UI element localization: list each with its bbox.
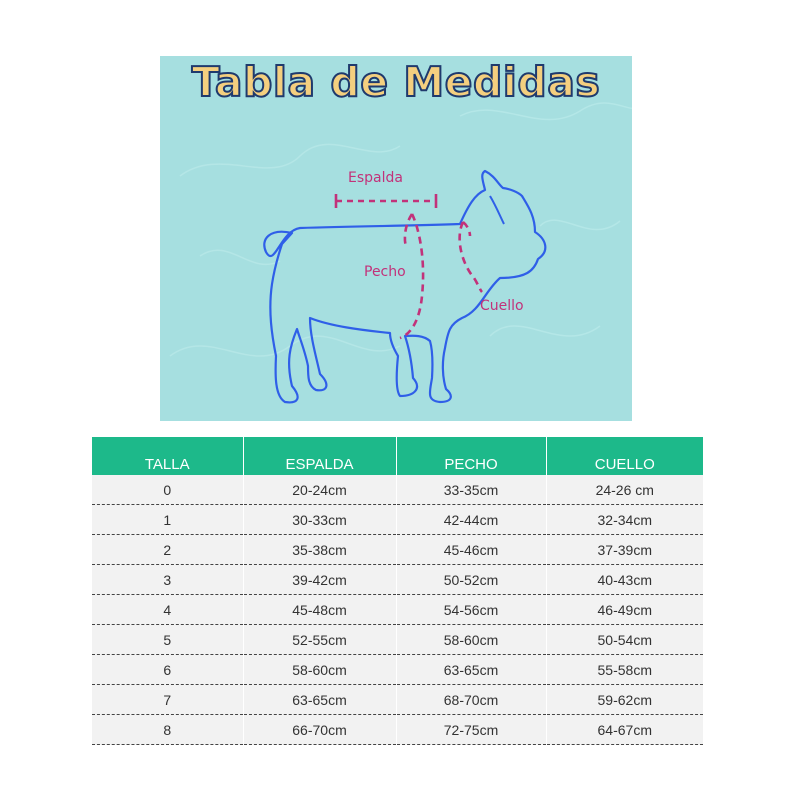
cell-espalda: 63-65cm — [243, 685, 396, 715]
cell-talla: 2 — [92, 535, 243, 565]
cell-espalda: 45-48cm — [243, 595, 396, 625]
cell-talla: 4 — [92, 595, 243, 625]
cell-cuello: 40-43cm — [546, 565, 703, 595]
cell-talla: 6 — [92, 655, 243, 685]
espalda-label: Espalda — [348, 170, 403, 186]
cell-pecho: 54-56cm — [396, 595, 546, 625]
cell-pecho: 72-75cm — [396, 715, 546, 745]
cell-pecho: 68-70cm — [396, 685, 546, 715]
table-row — [92, 595, 703, 625]
cell-cuello: 37-39cm — [546, 535, 703, 565]
cuello-measure-line — [460, 222, 482, 292]
cell-talla: 1 — [92, 505, 243, 535]
cell-pecho: 33-35cm — [396, 475, 546, 505]
cell-cuello: 46-49cm — [546, 595, 703, 625]
table-row — [92, 715, 703, 745]
cell-pecho: 45-46cm — [396, 535, 546, 565]
dog-illustration — [160, 56, 632, 421]
cell-cuello: 24-26 cm — [546, 475, 703, 505]
cell-cuello: 32-34cm — [546, 505, 703, 535]
poster-title: Tabla de Medidas — [191, 58, 601, 106]
header-talla: TALLA — [92, 437, 243, 475]
cell-pecho: 42-44cm — [396, 505, 546, 535]
cell-espalda: 58-60cm — [243, 655, 396, 685]
table-row — [92, 565, 703, 595]
cell-talla: 5 — [92, 625, 243, 655]
cell-pecho: 50-52cm — [396, 565, 546, 595]
cell-talla: 8 — [92, 715, 243, 745]
cell-espalda: 52-55cm — [243, 625, 396, 655]
cell-talla: 0 — [92, 475, 243, 505]
header-cuello: CUELLO — [546, 437, 703, 475]
table-row — [92, 625, 703, 655]
espalda-measure-line — [336, 194, 436, 208]
pecho-label: Pecho — [364, 264, 406, 280]
cell-cuello: 59-62cm — [546, 685, 703, 715]
cuello-label: Cuello — [480, 298, 524, 314]
dog-outline — [264, 171, 545, 402]
cell-pecho: 58-60cm — [396, 625, 546, 655]
cell-espalda: 66-70cm — [243, 715, 396, 745]
cell-cuello: 50-54cm — [546, 625, 703, 655]
table-row — [92, 535, 703, 565]
header-pecho: PECHO — [396, 437, 546, 475]
cell-talla: 3 — [92, 565, 243, 595]
cell-espalda: 35-38cm — [243, 535, 396, 565]
size-table — [92, 437, 703, 745]
cell-cuello: 64-67cm — [546, 715, 703, 745]
cell-espalda: 39-42cm — [243, 565, 396, 595]
table-row — [92, 475, 703, 505]
cell-cuello: 55-58cm — [546, 655, 703, 685]
header-espalda: ESPALDA — [243, 437, 396, 475]
table-row — [92, 505, 703, 535]
cell-espalda: 30-33cm — [243, 505, 396, 535]
cell-talla: 7 — [92, 685, 243, 715]
table-row — [92, 685, 703, 715]
table-row — [92, 655, 703, 685]
measurement-poster — [160, 56, 632, 421]
cell-espalda: 20-24cm — [243, 475, 396, 505]
cell-pecho: 63-65cm — [396, 655, 546, 685]
table-header-row — [92, 437, 703, 475]
